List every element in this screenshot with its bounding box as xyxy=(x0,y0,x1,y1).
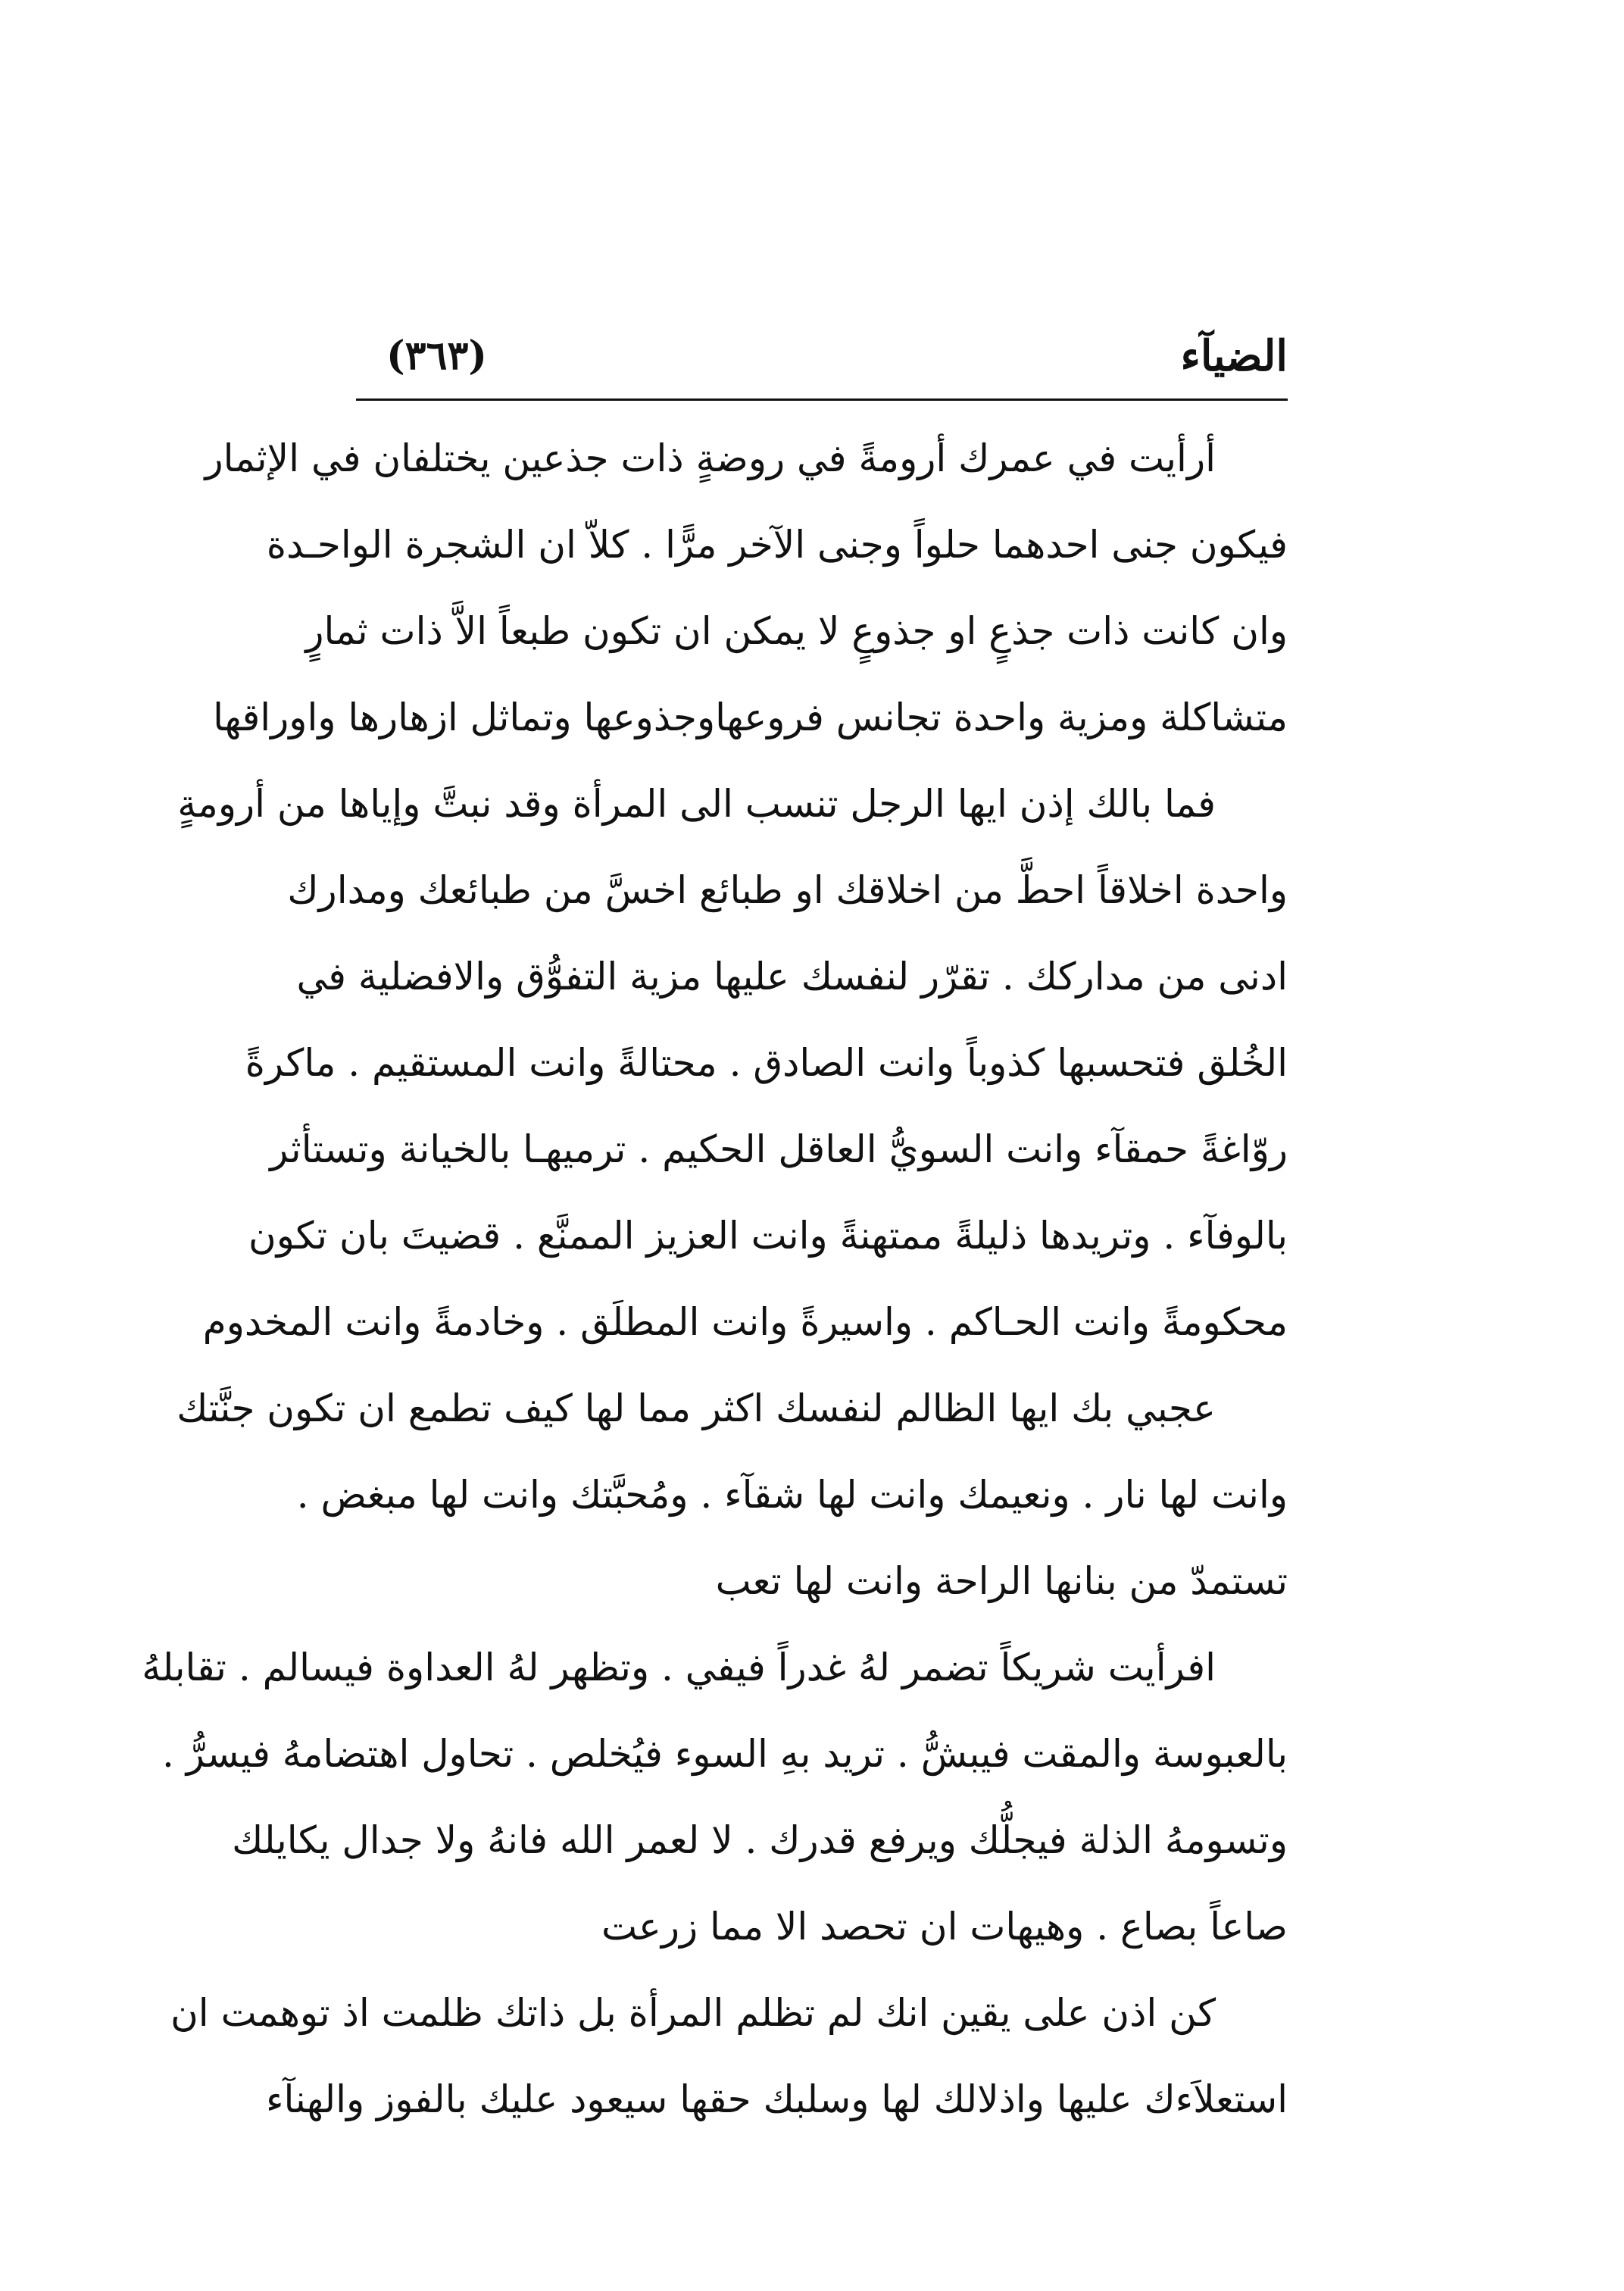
body-text xyxy=(142,415,1288,2143)
text-line: وان كانت ذات جذعٍ او جذوعٍ لا يمكن ان تكون طبعاً الاَّ ذات ثمارٍ xyxy=(305,609,1288,653)
header-rule xyxy=(356,399,1288,401)
text-line: تستمدّ من بنانها الراحة وانت لها تعب xyxy=(715,1559,1288,1603)
text-line: فما بالك إذن ايها الرجل تنسب الى المرأة وقد نبتَّ وإياها من أرومةٍ xyxy=(177,782,1216,826)
page-header xyxy=(356,311,1288,394)
text-line: بالوفآء . وتريدها ذليلةً ممتهنةً وانت العزيز الممنَّع . قضيتَ بان تكون xyxy=(248,1214,1288,1258)
text-line: وانت لها نار . ونعيمك وانت لها شقآء . ومُحبَّتك وانت لها مبغض . xyxy=(296,1473,1288,1517)
text-line: عجبي بك ايها الظالم لنفسك اكثر مما لها كيف تطمع ان تكون جنَّتك xyxy=(176,1386,1216,1430)
text-line: وتسومهُ الذلة فيجلُّك ويرفع قدرك . لا لعمر الله فانهُ ولا جدال يكايلك xyxy=(232,1818,1288,1862)
text-line: أرأيت في عمرك أرومةً في روضةٍ ذات جذعين يختلفان في الإثمار xyxy=(205,436,1216,480)
text-line: افرأيت شريكاً تضمر لهُ غدراً فيفي . وتظهر لهُ العداوة فيسالم . تقابلهُ xyxy=(142,1646,1216,1689)
text-line: فيكون جنى احدهما حلواً وجنى الآخر مرًّا . كلاّ ان الشجرة الواحـدة xyxy=(266,523,1288,567)
running-title: الضيآء xyxy=(1180,331,1288,381)
text-line: روّاغةً حمقآء وانت السويُّ العاقل الحكيم . ترميهـا بالخيانة وتستأثر xyxy=(270,1127,1288,1171)
text-line: كن اذن على يقين انك لم تظلم المرأة بل ذاتك ظلمت اذ توهمت ان xyxy=(170,1991,1216,2035)
text-line: ادنى من مداركك . تقرّر لنفسك عليها مزية التفوُّق والافضلية في xyxy=(296,955,1288,999)
page-number: (٣٦٣) xyxy=(386,333,488,379)
text-line: صاعاً بصاع . وهيهات ان تحصد الا مما زرعت xyxy=(601,1905,1288,1949)
text-line: استعلاَءك عليها واذلالك لها وسلبك حقها سيعود عليك بالفوز والهنآء xyxy=(266,2077,1288,2121)
text-line: متشاكلة ومزية واحدة تجانس فروعهاوجذوعها وتماثل ازهارها واوراقها xyxy=(213,695,1288,739)
text-line: بالعبوسة والمقت فيبشُّ . تريد بهِ السوء فيُخلص . تحاول اهتضامهُ فيسرُّ . xyxy=(161,1732,1288,1776)
text-line: محكومةً وانت الحـاكم . واسيرةً وانت المطلَق . وخادمةً وانت المخدوم xyxy=(202,1300,1288,1344)
text-line: الخُلق فتحسبها كذوباً وانت الصادق . محتالةً وانت المستقيم . ماكرةً xyxy=(245,1041,1288,1085)
text-line: واحدة اخلاقاً احطَّ من اخلاقك او طبائع اخسَّ من طبائعك ومدارك xyxy=(287,868,1288,912)
